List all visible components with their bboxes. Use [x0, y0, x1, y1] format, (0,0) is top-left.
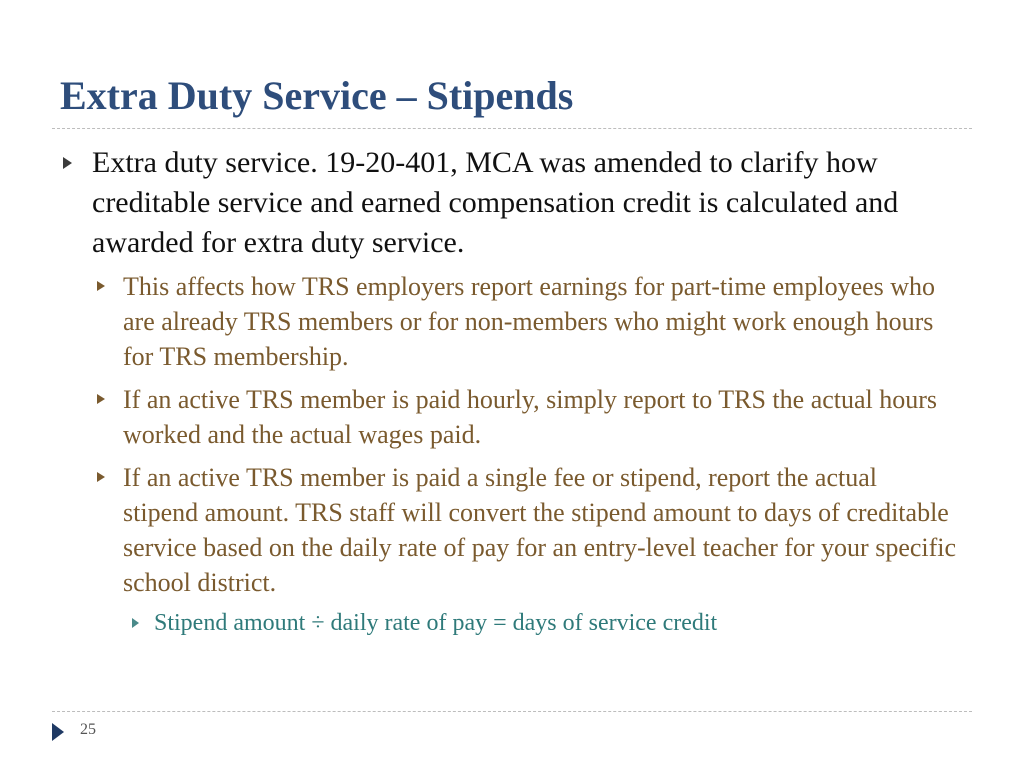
bullet-triangle-icon: [97, 472, 105, 482]
footer-divider: [52, 711, 972, 712]
bullet-main: Extra duty service. 19-20-401, MCA was amended to clarify how creditable service and earned compensation credit is calculated and awarded for extra duty service.: [92, 146, 899, 259]
slide-title: Extra Duty Service – Stipends: [60, 73, 574, 118]
bullet-triangle-icon: [97, 281, 105, 291]
page-number: 25: [80, 721, 96, 738]
sub-bullet-stipend: If an active TRS member is paid a single fee or stipend, report the actual stipend amount. TRS staff will convert the stipend amount to days of creditable service based on the daily rate of pay for an entry-level teacher for your specific school district.: [123, 463, 957, 597]
bullet-triangle-icon: [132, 618, 139, 628]
bullet-triangle-icon: [63, 157, 72, 169]
formula-bullet: Stipend amount ÷ daily rate of pay = days of service credit: [154, 610, 718, 636]
sub-bullet-hourly: If an active TRS member is paid hourly, simply report to TRS the actual hours worked and the actual wages paid.: [123, 385, 938, 449]
title-divider: [52, 128, 972, 129]
bullet-triangle-icon: [97, 394, 105, 404]
footer-triangle-icon: [52, 723, 64, 741]
sub-bullet-employers: This affects how TRS employers report earnings for part-time employees who are already TRS members or for non-members who might work enough hours for TRS membership.: [123, 272, 936, 371]
